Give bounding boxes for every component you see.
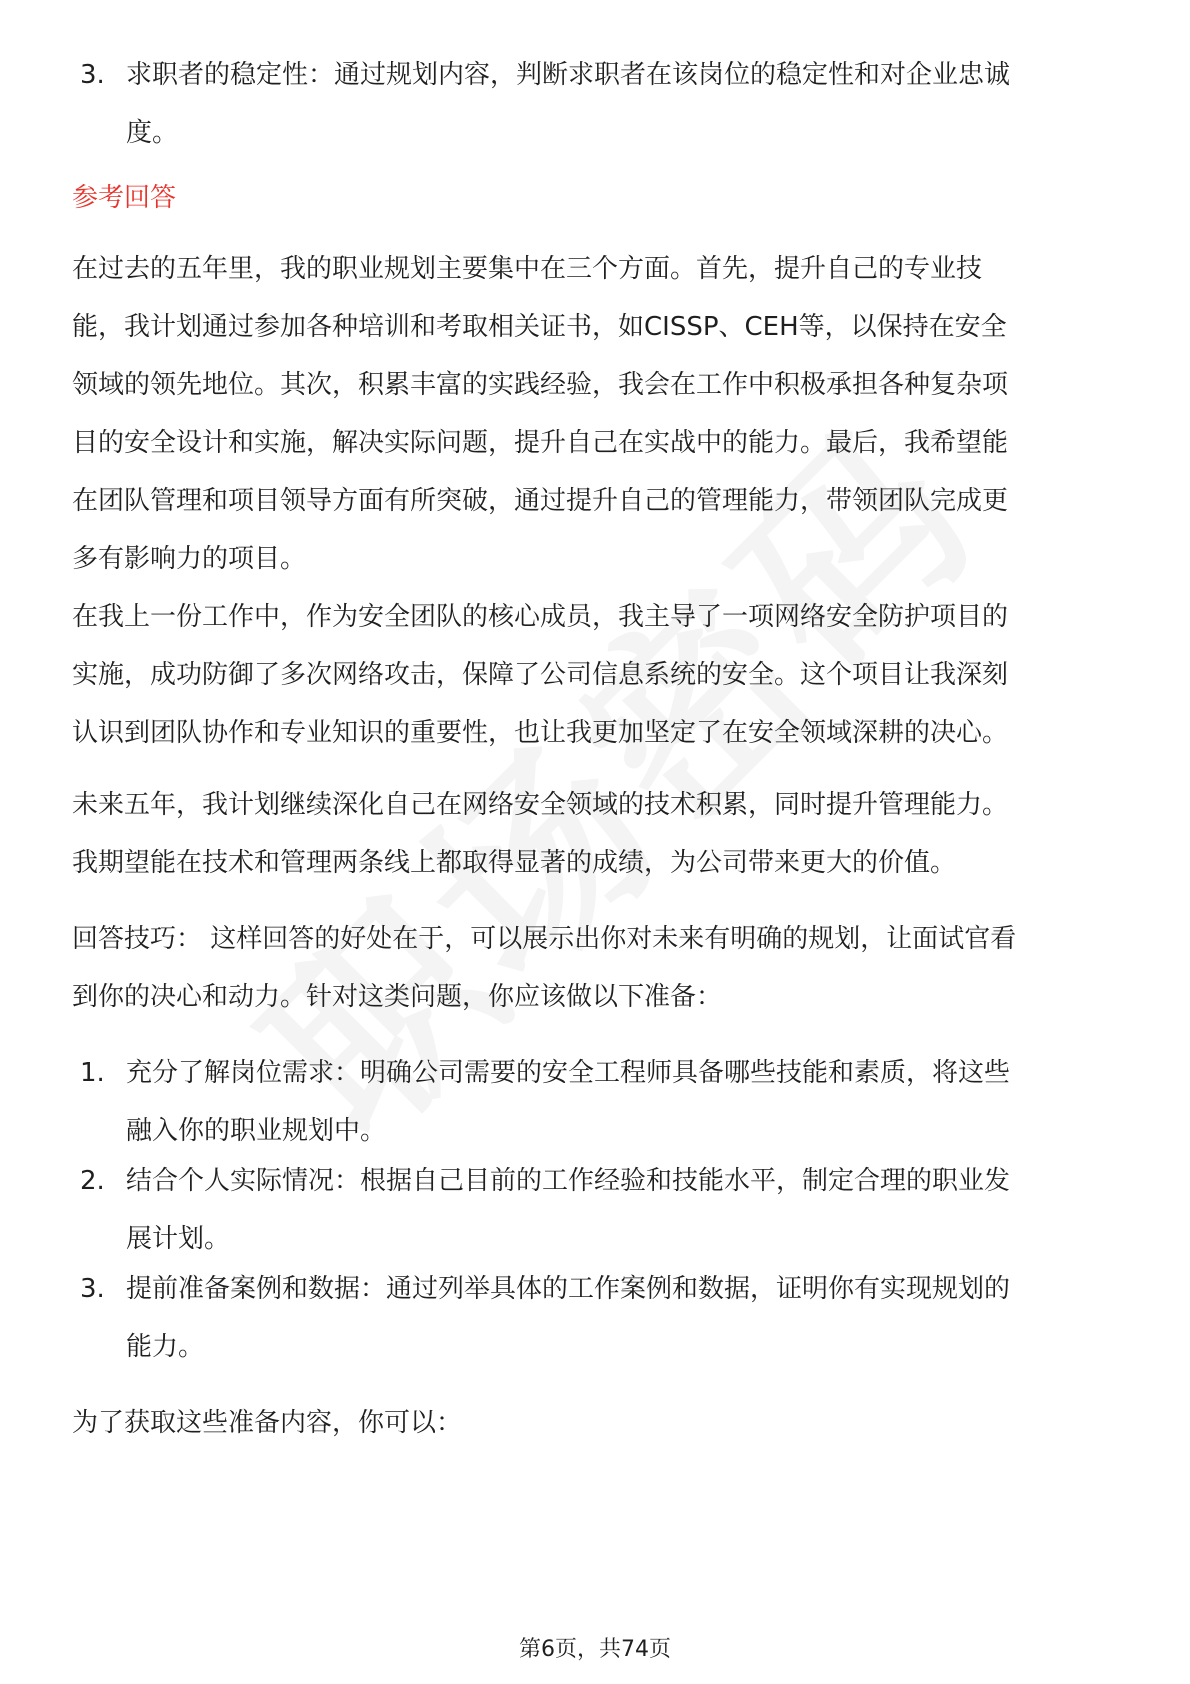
- list-item: [80, 46, 1120, 162]
- list-number: 2.: [80, 1166, 105, 1196]
- list-number: 1.: [80, 1058, 105, 1088]
- answer-paragraph-3: 未来五年，我计划继续深化自己在网络安全领域的技术积累，同时提升管理能力。 我期望能在技术和管理两条线上都取得显著的成绩，为公司带来更大的价值。: [72, 790, 1009, 878]
- list-text: 提前准备案例和数据：通过列举具体的工作案例和数据，证明你有实现规划的 能力。: [126, 1274, 1011, 1362]
- list-text: 充分了解岗位需求：明确公司需要的安全工程师具备哪些技能和素质，将这些 融入你的职业规划中。: [126, 1058, 1011, 1146]
- page-footer: 第6页，共74页: [519, 1637, 671, 1662]
- closing-line: 为了获取这些准备内容，你可以：: [72, 1408, 463, 1438]
- list-number: 3.: [80, 60, 105, 90]
- list-item: [80, 1260, 1120, 1376]
- list-item: [80, 1152, 1120, 1268]
- list-number: 3.: [80, 1274, 105, 1304]
- list-text: 求职者的稳定性：通过规划内容，判断求职者在该岗位的稳定性和对企业忠诚 度。: [126, 60, 1011, 148]
- list-text: 结合个人实际情况：根据自己目前的工作经验和技能水平，制定合理的职业发 展计划。: [126, 1166, 1011, 1254]
- answer-paragraph-2: 在我上一份工作中，作为安全团队的核心成员，我主导了一项网络安全防护项目的 实施，成功防御了多次网络攻击，保障了公司信息系统的安全。这个项目让我深刻 认识到团队协作和专业知识的重要性，也让我更加坚定了在安全领域深耕的决心。: [72, 602, 1009, 748]
- answer-tips-intro: 回答技巧： 这样回答的好处在于，可以展示出你对未来有明确的规划，让面试官看 到你的决心和动力。针对这类问题，你应该做以下准备：: [72, 924, 1017, 1012]
- section-title: 参考回答: [72, 183, 177, 213]
- answer-paragraph-1: 在过去的五年里，我的职业规划主要集中在三个方面。首先，提升自己的专业技 能，我计划通过参加各种培训和考取相关证书，如CISSP、CEH等，以保持在安全 领域的领先地位。其次，积累丰富的实践经验，我会在工作中积极承担各种复杂项 目的安全设计和实施，解决实际问题，提升自己在实战中的能力。最后，我希望能 在团队管理和项目领导方面有所突破，通过提升自己的管理能力，带领团队完成更 多有影响力的项目。: [72, 254, 1009, 574]
- list-item: [80, 1044, 1120, 1160]
